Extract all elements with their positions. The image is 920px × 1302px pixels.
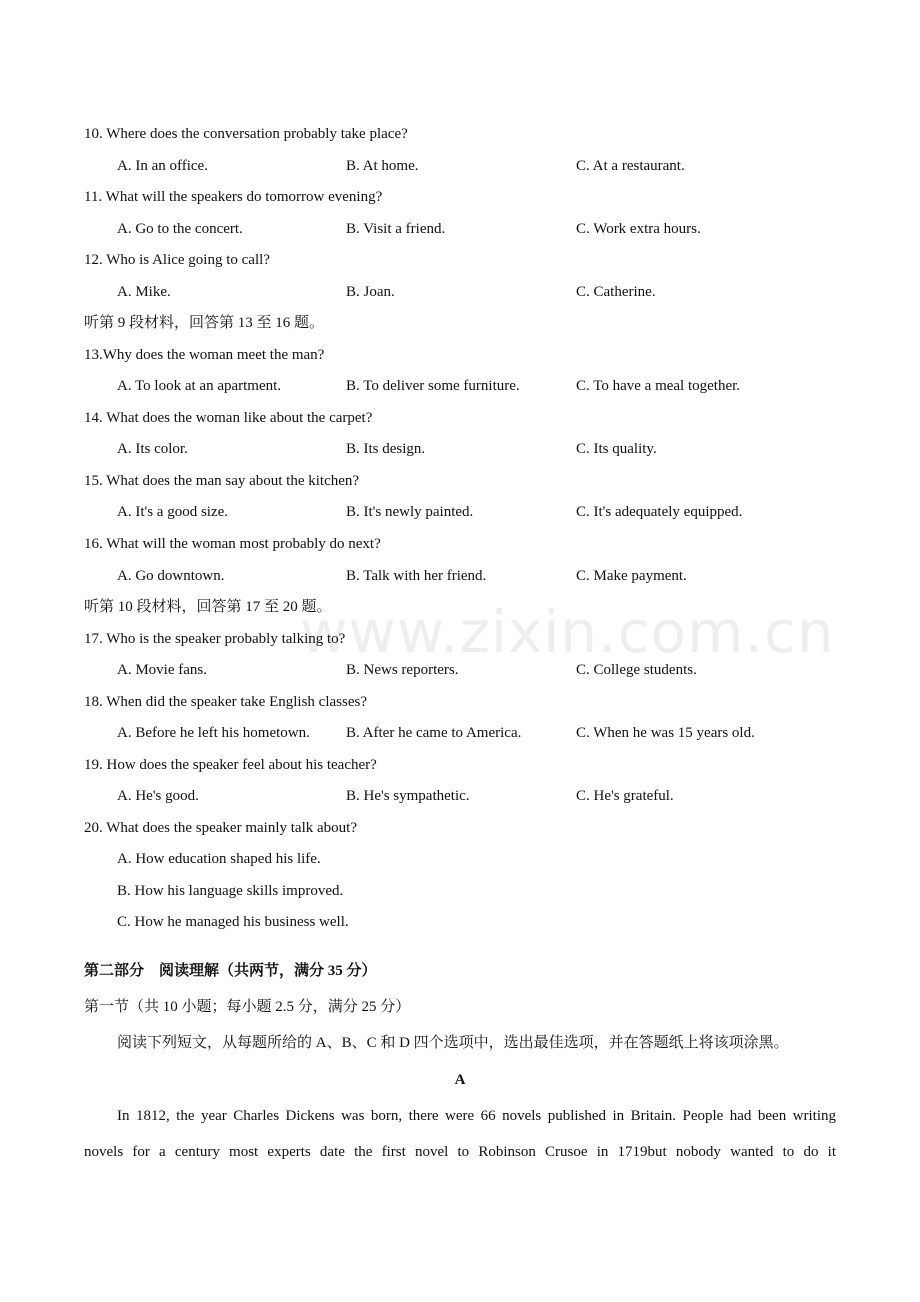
- option-14-a: A. Its color.: [117, 441, 188, 457]
- option-18-a: A. Before he left his hometown.: [117, 725, 310, 741]
- option-11-c: C. Work extra hours.: [576, 221, 701, 237]
- question-10: 10. Where does the conversation probably take place?: [84, 126, 408, 142]
- section-1-title: 第一节（共 10 小题；每小题 2.5 分，满分 25 分）: [84, 999, 411, 1015]
- option-17-a: A. Movie fans.: [117, 662, 207, 678]
- passage-line-2: novels for a century most experts date the first novel to Robinson Crusoe in 1719but nobody wanted to do it: [84, 1144, 836, 1160]
- option-11-a: A. Go to the concert.: [117, 221, 243, 237]
- option-20-b: B. How his language skills improved.: [117, 883, 344, 899]
- option-10-b: B. At home.: [346, 158, 419, 174]
- option-16-a: A. Go downtown.: [117, 568, 225, 584]
- option-14-c: C. Its quality.: [576, 441, 657, 457]
- option-12-c: C. Catherine.: [576, 284, 656, 300]
- option-10-c: C. At a restaurant.: [576, 158, 685, 174]
- option-14-b: B. Its design.: [346, 441, 426, 457]
- option-15-c: C. It's adequately equipped.: [576, 504, 743, 520]
- option-16-c: C. Make payment.: [576, 568, 687, 584]
- question-16: 16. What will the woman most probably do next?: [84, 536, 381, 552]
- question-20: 20. What does the speaker mainly talk about?: [84, 820, 357, 836]
- section-9-heading: 听第 9 段材料，回答第 13 至 16 题。: [84, 315, 325, 331]
- option-16-b: B. Talk with her friend.: [346, 568, 487, 584]
- option-15-a: A. It's a good size.: [117, 504, 229, 520]
- reading-instructions: 阅读下列短文，从每题所给的 A、B、C 和 D 四个选项中，选出最佳选项，并在答题纸上将该项涂黑。: [117, 1035, 789, 1051]
- option-19-b: B. He's sympathetic.: [346, 788, 470, 804]
- question-13: 13.Why does the woman meet the man?: [84, 347, 325, 363]
- question-17: 17. Who is the speaker probably talking to?: [84, 631, 346, 647]
- watermark: www.zixin.com.cn: [300, 598, 835, 666]
- option-10-a: A. In an office.: [117, 158, 208, 174]
- question-14: 14. What does the woman like about the carpet?: [84, 410, 373, 426]
- question-15: 15. What does the man say about the kitchen?: [84, 473, 360, 489]
- option-13-a: A. To look at an apartment.: [117, 378, 282, 394]
- section-10-heading: 听第 10 段材料，回答第 17 至 20 题。: [84, 599, 332, 615]
- option-13-b: B. To deliver some furniture.: [346, 378, 520, 394]
- option-19-c: C. He's grateful.: [576, 788, 674, 804]
- option-12-b: B. Joan.: [346, 284, 395, 300]
- option-17-b: B. News reporters.: [346, 662, 459, 678]
- option-20-a: A. How education shaped his life.: [117, 851, 321, 867]
- option-13-c: C. To have a meal together.: [576, 378, 741, 394]
- part-2-title: 第二部分 阅读理解（共两节，满分 35 分）: [84, 963, 377, 979]
- option-18-c: C. When he was 15 years old.: [576, 725, 755, 741]
- passage-line-1: In 1812, the year Charles Dickens was born, there were 66 novels published in Britain. People had been writing: [117, 1108, 836, 1124]
- question-18: 18. When did the speaker take English classes?: [84, 694, 367, 710]
- option-15-b: B. It's newly painted.: [346, 504, 474, 520]
- option-20-c: C. How he managed his business well.: [117, 914, 349, 930]
- passage-label: A: [454, 1072, 466, 1088]
- option-19-a: A. He's good.: [117, 788, 199, 804]
- option-11-b: B. Visit a friend.: [346, 221, 446, 237]
- question-12: 12. Who is Alice going to call?: [84, 252, 270, 268]
- option-17-c: C. College students.: [576, 662, 697, 678]
- question-11: 11. What will the speakers do tomorrow evening?: [84, 189, 383, 205]
- question-19: 19. How does the speaker feel about his teacher?: [84, 757, 377, 773]
- option-18-b: B. After he came to America.: [346, 725, 522, 741]
- option-12-a: A. Mike.: [117, 284, 171, 300]
